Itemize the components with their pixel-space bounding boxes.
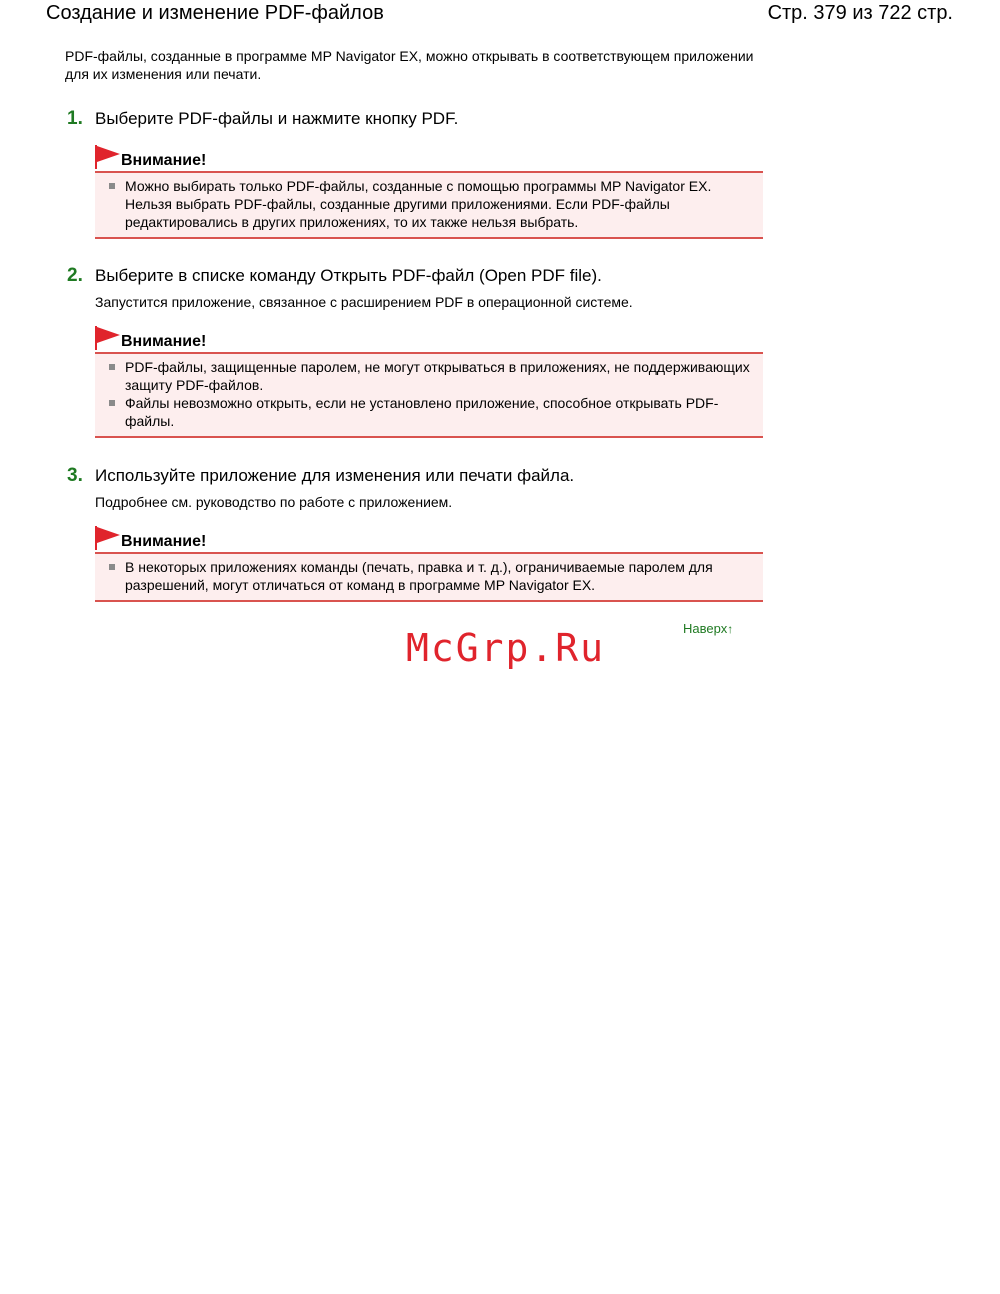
bullet-icon <box>109 400 115 406</box>
intro-paragraph: PDF-файлы, созданные в программе MP Navigator EX, можно открывать в соответствующем приложении для их изменения или печати. <box>65 48 754 82</box>
bullet-icon <box>109 364 115 370</box>
caution-list <box>125 177 753 231</box>
caution-list <box>125 558 753 594</box>
caution-item <box>125 394 753 430</box>
page-title: Создание и изменение PDF-файлов <box>46 2 384 24</box>
caution-item-text: Можно выбирать только PDF-файлы, созданные с помощью программы MP Navigator EX. Нельзя выбрать PDF-файлы, созданные другими приложениями. Если PDF-файлы редактировались в других приложениях, то их также нельзя выбрать. <box>125 178 712 230</box>
caution-list <box>125 358 753 430</box>
caution-title: Внимание! <box>121 533 207 550</box>
caution-item-text: В некоторых приложениях команды (печать, правка и т. д.), ограничиваемые паролем для разрешений, могут отличаться от команд в программе MP Navigator EX. <box>125 559 713 593</box>
caution-flag-icon <box>95 526 121 550</box>
bullet-icon <box>109 183 115 189</box>
caution-item-text: PDF-файлы, защищенные паролем, не могут открываться в приложениях, не поддерживающих защиту PDF-файлов. <box>125 359 750 393</box>
step-number: 3. <box>67 465 83 486</box>
step-number: 2. <box>67 265 83 286</box>
caution-title: Внимание! <box>121 152 207 169</box>
page-indicator: Стр. 379 из 722 стр. <box>767 2 953 24</box>
caution-box <box>95 171 763 239</box>
step-title: Выберите PDF-файлы и нажмите кнопку PDF. <box>95 109 459 128</box>
up-arrow-icon: ↑ <box>727 622 734 636</box>
back-to-top-label: Наверх <box>683 621 728 636</box>
caution-item <box>125 558 753 594</box>
step-title: Используйте приложение для изменения или печати файла. <box>95 466 575 485</box>
back-to-top-link[interactable] <box>683 621 733 636</box>
step-title: Выберите в списке команду Открыть PDF-файл (Open PDF file). <box>95 266 602 285</box>
watermark: McGrp.Ru <box>406 626 606 670</box>
caution-item <box>125 177 753 231</box>
step-number: 1. <box>67 108 83 129</box>
caution-item-text: Файлы невозможно открыть, если не установлено приложение, способное открывать PDF-файлы. <box>125 395 719 429</box>
bullet-icon <box>109 564 115 570</box>
caution-flag-icon <box>95 145 121 169</box>
caution-box <box>95 352 763 438</box>
caution-item <box>125 358 753 394</box>
caution-flag-icon <box>95 326 121 350</box>
caution-title: Внимание! <box>121 333 207 350</box>
caution-box <box>95 552 763 602</box>
step-description: Запустится приложение, связанное с расширением PDF в операционной системе. <box>95 294 633 310</box>
step-description: Подробнее см. руководство по работе с приложением. <box>95 494 453 510</box>
